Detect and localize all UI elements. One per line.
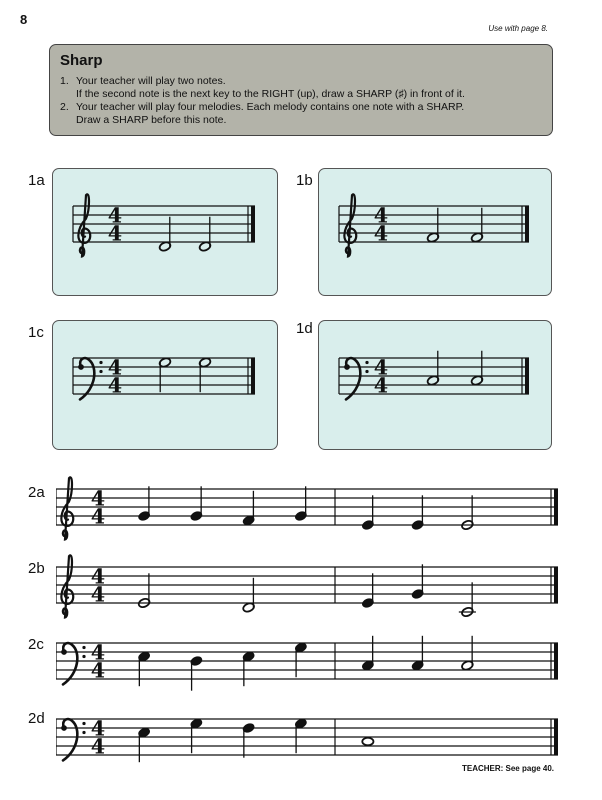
quarter-note <box>361 636 374 671</box>
quarter-note <box>190 486 203 521</box>
melody-label-2a: 2a <box>28 484 45 501</box>
instruction-line: Draw a SHARP before this note. <box>76 114 227 126</box>
quarter-note <box>190 718 203 753</box>
half-note <box>158 357 171 392</box>
time-signature-denominator: 4 <box>90 734 106 759</box>
quarter-note <box>411 636 424 671</box>
instruction-title: Sharp <box>60 52 103 69</box>
page-number: 8 <box>20 12 28 27</box>
quarter-note <box>190 655 203 690</box>
final-barline-thick <box>251 358 255 394</box>
quarter-note <box>411 495 424 530</box>
melody-staff-2d[interactable] <box>56 702 562 772</box>
melody-label-2b: 2b <box>28 560 45 577</box>
melody-staff-2c[interactable] <box>56 626 562 696</box>
exercise-panel-1a[interactable] <box>52 168 278 296</box>
quarter-note <box>361 495 374 530</box>
panel-label-1b: 1b <box>296 172 313 189</box>
final-barline-thick <box>554 567 558 603</box>
time-signature-numerator: 4 <box>373 355 389 380</box>
melody-staff-2b[interactable] <box>56 550 562 620</box>
music-staff <box>319 321 551 449</box>
time-signature-denominator: 4 <box>107 373 123 398</box>
time-signature-numerator: 4 <box>107 203 123 228</box>
instruction-line: If the second note is the next key to the RIGHT (up), draw a SHARP (♯) in front of it. <box>76 88 465 100</box>
final-barline-thick <box>554 719 558 755</box>
half-note <box>158 217 171 252</box>
quarter-note <box>138 486 151 521</box>
note-head <box>362 738 373 746</box>
quarter-note <box>138 727 151 762</box>
melody-staff-2a[interactable] <box>56 472 562 542</box>
quarter-note <box>242 491 255 526</box>
half-note <box>470 351 483 386</box>
exercise-panel-1b[interactable] <box>318 168 552 296</box>
music-staff <box>56 702 562 772</box>
exercise-panel-1c[interactable] <box>52 320 278 450</box>
quarter-note <box>242 651 255 686</box>
melody-label-2d: 2d <box>28 710 45 727</box>
half-note <box>461 636 474 671</box>
quarter-note <box>242 722 255 757</box>
treble-clef-icon <box>344 194 356 256</box>
final-barline-thick <box>251 206 255 242</box>
music-staff <box>53 321 277 449</box>
final-barline-thick <box>525 206 529 242</box>
bass-clef-icon <box>344 358 369 399</box>
time-signature-numerator: 4 <box>90 486 106 511</box>
use-with-note: Use with page 8. <box>488 24 548 33</box>
instruction-number: 2. <box>60 101 69 113</box>
time-signature-numerator: 4 <box>90 640 106 665</box>
time-signature-numerator: 4 <box>107 355 123 380</box>
treble-clef-icon <box>61 555 73 617</box>
bass-clef-icon <box>61 643 86 684</box>
exercise-panel-1d[interactable] <box>318 320 552 450</box>
panel-label-1a: 1a <box>28 172 45 189</box>
quarter-note <box>361 573 374 608</box>
panel-label-1c: 1c <box>28 324 44 341</box>
treble-clef-icon <box>61 477 73 539</box>
quarter-note <box>294 642 307 677</box>
half-note <box>242 578 255 613</box>
panel-label-1d: 1d <box>296 320 313 337</box>
final-barline-thick <box>525 358 529 394</box>
instruction-number: 1. <box>60 75 69 87</box>
time-signature-denominator: 4 <box>90 658 106 683</box>
music-staff <box>56 550 562 620</box>
music-staff <box>56 472 562 542</box>
final-barline-thick <box>554 489 558 525</box>
half-note <box>426 351 439 386</box>
instruction-item-2 <box>60 101 542 127</box>
instruction-box <box>49 44 553 136</box>
music-staff <box>56 626 562 696</box>
whole-note <box>362 738 373 746</box>
instruction-line: Your teacher will play four melodies. Each melody contains one note with a SHARP. <box>76 101 465 113</box>
half-note <box>426 208 439 243</box>
time-signature-denominator: 4 <box>90 504 106 529</box>
half-note <box>459 582 476 617</box>
time-signature-numerator: 4 <box>90 564 106 589</box>
bass-clef-icon <box>78 358 103 399</box>
time-signature-denominator: 4 <box>107 221 123 246</box>
time-signature-denominator: 4 <box>373 373 389 398</box>
music-staff <box>53 169 277 295</box>
time-signature-numerator: 4 <box>373 203 389 228</box>
time-signature-denominator: 4 <box>373 221 389 246</box>
half-note <box>198 217 211 252</box>
treble-clef-icon <box>78 194 90 256</box>
melody-label-2c: 2c <box>28 636 44 653</box>
final-barline-thick <box>554 643 558 679</box>
half-note <box>470 208 483 243</box>
music-staff <box>319 169 551 295</box>
half-note <box>198 357 211 392</box>
instruction-item-1 <box>60 75 542 101</box>
quarter-note <box>294 486 307 521</box>
time-signature-denominator: 4 <box>90 582 106 607</box>
quarter-note <box>411 564 424 599</box>
quarter-note <box>294 718 307 753</box>
quarter-note <box>138 651 151 686</box>
time-signature-numerator: 4 <box>90 716 106 741</box>
teacher-note: TEACHER: See page 40. <box>461 764 554 773</box>
bass-clef-icon <box>61 719 86 760</box>
instruction-line: Your teacher will play two notes. <box>76 75 226 87</box>
